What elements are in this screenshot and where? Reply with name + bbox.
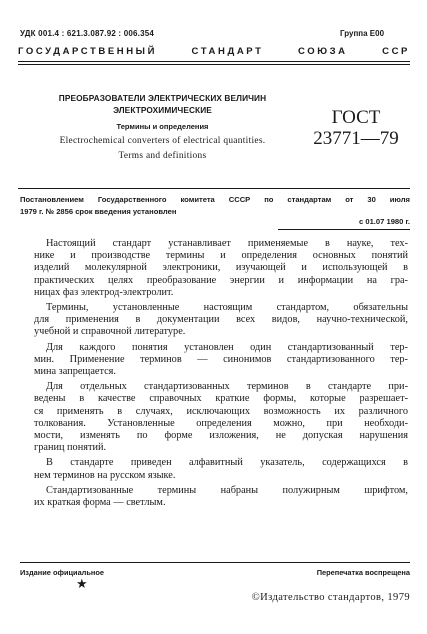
text-line: Настоящий стандарт устанавливает применяемые в науке, тех- [46, 238, 408, 249]
text-line: ся применять в случаях, исключающих возможность их различного [34, 405, 408, 417]
body-text [34, 238, 408, 512]
decree-text [20, 194, 410, 218]
text-line: нем терминов на русском языке. [34, 469, 176, 481]
paragraph-2 [34, 302, 408, 339]
gost-label: ГОСТ [331, 107, 381, 128]
text-line: ведены в качестве справочных краткие формы, которые разрешает- [34, 393, 408, 405]
text-line: Для каждого понятия установлен один стандартизованный тер- [46, 341, 408, 353]
text-line: изделий молекулярной электроники, изучающей и использующей в [34, 262, 408, 274]
footer-rule [20, 562, 410, 563]
gost-number: 23771—79 [313, 128, 399, 149]
text-line: учебной и справочной литературе. [34, 326, 186, 338]
text-line: мина запрещается. [34, 366, 116, 378]
effective-date: с 01.07 1980 г. [359, 217, 410, 226]
text-line: границ понятий. [34, 442, 107, 454]
banner-rule-bottom [18, 64, 410, 65]
gost-designation [300, 107, 412, 149]
paragraph-4 [34, 381, 408, 454]
reprint-prohibited-label: Перепечатка воспрещена [316, 568, 410, 577]
text-line: практических целях преобразование энергии и информации на гра- [34, 274, 408, 286]
standard-banner: ГОСУДАРСТВЕННЫЙ СТАНДАРТ СОЮЗА ССР [18, 46, 410, 57]
decree-line2: 1979 г. № 2856 срок введения установлен [20, 207, 177, 216]
title-ru-line2: ЭЛЕКТРОХИМИЧЕСКИЕ [113, 105, 212, 115]
official-edition-label: Издание официальное [20, 568, 105, 577]
copyright-notice: ©Издательство стандартов, 1979 [251, 592, 410, 603]
paragraph-1 [34, 238, 408, 299]
title-ru-subtitle: Термины и определения [116, 122, 209, 131]
title-en-line1: Electrochemical converters of electrical quantities. [59, 136, 266, 146]
title-en-line2: Terms and definitions [118, 151, 207, 161]
text-line: мин. Применение терминов — синонимов стандартизованного тер- [34, 353, 408, 365]
banner-rule-top [18, 61, 410, 62]
text-line: Термины, установленные настоящим стандартом, обязательны [46, 302, 408, 314]
text-line: Для отдельных стандартизованных терминов в стандарте при- [46, 381, 408, 393]
title-block [30, 92, 295, 162]
paragraph-5 [34, 457, 408, 481]
star-icon: ★ [76, 577, 88, 592]
text-line: В стандарте приведен алфавитный указатель, содержащихся в [46, 457, 408, 469]
text-line: их краткая форма — светлым. [34, 497, 166, 509]
date-underline [278, 229, 410, 230]
text-line: толкования. Установленные определения можно, при необходи- [34, 417, 408, 429]
text-line: для применения в документации всех видов, научно-технической, [34, 314, 408, 326]
udk-code: УДК 001.4 : 621.3.087.92 : 006.354 [20, 29, 155, 38]
group-code: Группа Е00 [340, 29, 385, 38]
text-line: Стандартизованные термины набраны полужирным шрифтом, [46, 484, 408, 496]
section-rule [18, 188, 410, 189]
text-line: нике и производстве термины и определения основных понятий [34, 250, 408, 262]
paragraph-6 [34, 485, 408, 509]
text-line: ницах фаз электрод-электролит. [34, 286, 174, 298]
text-line: мости, изменять по форме изложения, не допуская нарушения [34, 430, 408, 442]
decree-line1: Постановлением Государственного комитета СССР по стандартам от 30 июля [20, 195, 410, 204]
title-ru-line1: ПРЕОБРАЗОВАТЕЛИ ЭЛЕКТРИЧЕСКИХ ВЕЛИЧИН [58, 93, 267, 103]
paragraph-3 [34, 342, 408, 379]
